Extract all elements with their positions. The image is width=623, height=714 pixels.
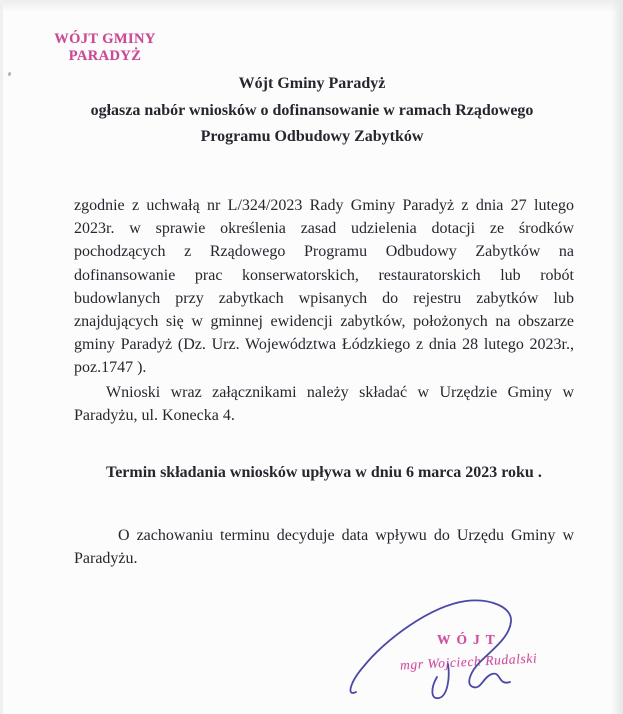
mayor-stamp-title: WÓJT (437, 632, 501, 647)
scan-edge-left (0, 0, 3, 714)
document-title-line-3: Programu Odbudowy Zabytków (200, 128, 424, 145)
document-title-line-2: ogłasza nabór wniosków o dofinansowanie w ramach Rządowego (90, 101, 534, 119)
deadline-line: Termin składania wniosków upływa w dniu 6 marca 2023 roku . (106, 464, 542, 481)
scan-edge-right (611, 0, 623, 714)
office-stamp (38, 31, 172, 65)
intro-paragraph: zgodnie z uchwałą nr L/324/2023 Rady Gminy Paradyż z dnia 27 lutego 2023r. w sprawie określenia zasad udzielenia dotacji ze środków pochodzących z Rządowego Programu Odbudowy Zabytków na dofinansowanie prac konserwatorskich, restauratorskich lub robót budowlanych przy zabytkach wpisanych do rejestru zabytków lub znajdujących się w gminnej ewidencji zabytków, położonych na obszarze gminy Paradyż (Dz. Urz. Województwa Łódzkiego z dnia 28 lutego 2023r., poz.1747 ). (74, 197, 574, 377)
timeliness-paragraph: O zachowaniu terminu decyduje data wpływu do Urzędu Gminy w Paradyżu. (74, 527, 574, 568)
submission-paragraph: Wnioski wraz załącznikami należy składać w Urzędzie Gminy w Paradyżu, ul. Konecka 4. (74, 384, 574, 425)
mayor-stamp-name: mgr Wojciech Rudalski (399, 650, 538, 673)
office-stamp-line-1: WÓJT GMINY (54, 31, 156, 47)
scan-edge-top (0, 0, 623, 14)
handwritten-signature (340, 590, 540, 710)
signature-descender-loop (432, 664, 448, 698)
signature-main-loop (350, 600, 511, 693)
office-stamp-line-2: PARADYŻ (68, 48, 142, 64)
document-title-line-1: Wójt Gminy Paradyż (238, 75, 386, 92)
scan-speck (7, 72, 11, 77)
document-title (52, 71, 572, 151)
